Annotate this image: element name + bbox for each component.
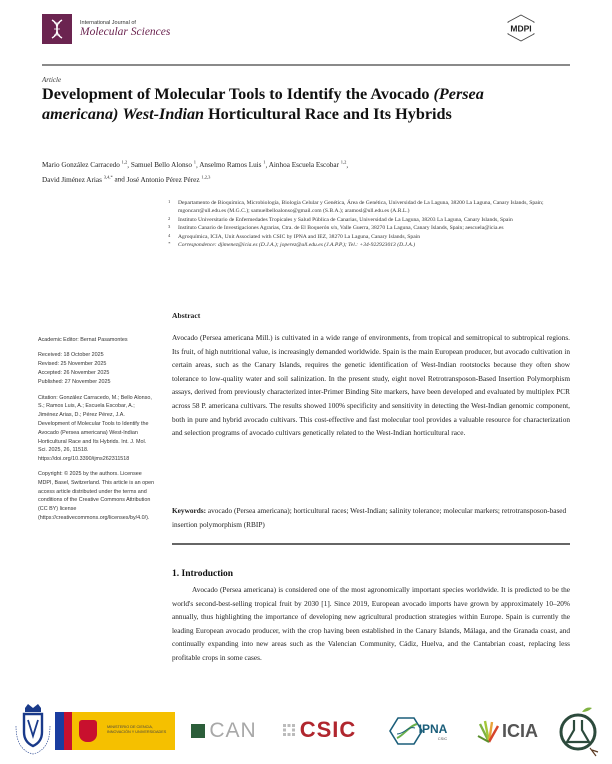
ipna-dna-hexagon-icon (389, 716, 423, 746)
icia-leaf-icon (476, 718, 502, 744)
author[interactable]: Ainhoa Escuela Escobar $^{1,2}$ (268, 160, 347, 170)
csic-logo (270, 714, 368, 746)
author[interactable]: José Antonio Pérez Pérez $^{1,2,3}$ (126, 174, 211, 184)
ipna-text: IPNA (418, 721, 448, 736)
sponsor-logos (0, 700, 612, 764)
keywords-text: avocado (Persea americana); horticultural races; West-Indian; salinity tolerance; molecular markers; retrotransposon-based insertion polymorphism (RBIP) (172, 506, 567, 529)
icia-text: ICIA (502, 720, 538, 741)
affiliation: 1 Departamento de Bioquímica, Microbiología, Biología Celular y Genética, Área de Genética, Universidad de La Laguna, 38200 La Laguna, Canary Islands, Spain; mgoncarr@ull.edu.es (M.G.C.); samuelbelloalonso@gmail.com (S.B.A.); aramosl@ull.edu.es (A.R.L.) (168, 199, 544, 215)
introduction-text: Avocado (Persea americana) is considered one of the most agronomically important species worldwide. It is predicted to be the world's second-best-selling tropical fruit by 2030 [1]. Since 2019, European avocado imports have grown by approximately 10–20% annually, thus highlighting the importance of developing new agricultural production strategies within Europe. Spain is currently the leading European avocado producer, with the crop having been established in the Canary Islands, Málaga, and the Granada coast, and continually expanding into new areas such as the Valencian Community, Cádiz, Huelva, and the Cantabrian coast, replacing less profitable crops in some cases. (172, 585, 570, 662)
citation[interactable]: Citation: González Carracedo, M.; Bello Alonso, S.; Ramos Luis, A.; Escuela Escobar, A.; Jiménez Arias, D.; Pérez Pérez, J.A. Development of Molecular Tools to Identify the Avocado (Persea americana) West-Indian Horticultural Race and Its Hybrids. Int. J. Mol. Sci. 2025, 26, 11518. https://doi.org/10.3390/ijms262311518 (38, 394, 152, 463)
ipna-logo (378, 712, 458, 750)
cabildo-logo (12, 702, 54, 758)
ministerio-text: MINISTERIO DE CIENCIA, INNOVACIÓN Y UNIVERSIDADES (107, 725, 167, 734)
affiliation: 4 Agroquímica, ICIA, Unit Associated with CSIC by IPNA and IEZ, 38270 La Laguna, Canary Islands, Spain (168, 232, 421, 240)
can-logo (184, 718, 264, 744)
introduction-heading: 1. Introduction (172, 569, 234, 579)
mdpi-hexagon-icon (506, 14, 536, 42)
article-dates (38, 351, 156, 388)
author-list: Mario González Carracedo $^{1,2}$, Samuel Bello Alonso $^1$, Anselmo Ramos Luis $^1$, Ainhoa Escuela Escobar $^{1,2}$, David Jiménez Arias $^{3,4,*}$ and José Antonio Pérez Pérez $^{1,2,3}$ (42, 160, 349, 184)
article-title (42, 84, 542, 124)
journal-logo (42, 14, 72, 44)
published-date: Published: 27 November 2025 (38, 379, 111, 386)
ministerio-logo (55, 712, 175, 750)
article-sidebar (38, 336, 156, 529)
affiliation: 2 Instituto Universitario de Enfermedades Tropicales y Salud Pública de Canarias, Universidad de La Laguna, 38203 La Laguna, Canary Islands, Spain (168, 215, 513, 223)
abstract-heading: Abstract (172, 311, 201, 320)
can-text: CAN (209, 719, 257, 742)
flask-circle-icon (552, 704, 604, 760)
article-type: Article (42, 76, 62, 84)
received-date: Received: 18 October 2025 (38, 351, 104, 358)
author[interactable]: Anselmo Ramos Luis $^1$ (199, 160, 266, 170)
affiliation: 3 Instituto Canario de Investigaciones Agrarias, Ctra. de El Boquerón s/n, Valle Guerra, 38270 La Laguna, Canary Islands, Spain; aescuela@icia.es (168, 224, 504, 232)
author[interactable]: Samuel Bello Alonso $^1$ (130, 160, 196, 170)
section-divider (172, 543, 570, 545)
agroquimica-logo (552, 704, 604, 760)
ipna-sub: CSIC (437, 735, 448, 741)
spain-crest-icon (79, 720, 97, 742)
title-text-end: Horticultural Race and Its Hybrids (204, 105, 452, 123)
revised-date: Revised: 25 November 2025 (38, 361, 107, 367)
keywords-label: Keywords: (172, 506, 207, 515)
academic-editor: Academic Editor: Bernat Pasamontes (38, 337, 128, 343)
keywords (172, 504, 570, 531)
header-divider (42, 64, 570, 66)
csic-emblem-icon (282, 723, 296, 737)
mdpi-logo (506, 14, 536, 42)
ipna-text-wrap (419, 722, 448, 741)
abstract-text: Avocado (Persea americana Mill.) is cultivated in a wide range of environments, from tropical and semitropical to subtropical regions. Its fruit, of high nutritional value, is increasingly demanded worldwide. Spain is the main European producer, but avocado cultivation in certain areas, such as the Canary Islands, requires the genetic identification of West-Indian rootstocks because they often show tolerance to low-quality water and soil salinization. In the present study, eight novel Retrotransposon-Based Insertion Polymorphism assays, derived from previously characterized inter-Primer Binding Site markers, have been developed and evaluated by multiplex PCR across 58 P. americana cultivars. The results showed 100% specificity and sensitivity in detecting the West-Indian genomic component, both in pure and hybrid avocado cultivars. This cost-effective and fast molecular tool provides a valuable resource for characterization and selection programs of avocado cultivars genetically related to the West-Indian horticultural race. (172, 333, 570, 438)
accepted-date: Accepted: 26 November 2025 (38, 370, 110, 377)
copyright: Copyright: © 2025 by the authors. Licensee MDPI, Basel, Switzerland. This article is an open access article distributed under the terms and conditions of the Creative Commons Attribution (CC BY) license (https://creativecommons.org/licenses/by/4.0/). (38, 470, 155, 521)
mdpi-text: MDPI (510, 23, 532, 34)
author[interactable]: Mario González Carracedo $^{1,2}$ (42, 160, 128, 170)
dna-icon (46, 18, 68, 40)
affiliations (168, 199, 573, 249)
journal-name: Molecular Sciences (80, 26, 171, 38)
icia-logo (470, 712, 544, 750)
can-square-icon (191, 724, 205, 738)
title-species: (Persea americana) (42, 85, 484, 123)
correspondence: * Correspondence: djimenez@icia.es (D.J.A.); joperez@ull.edu.es (J.A.P.P.); Tel.: +34-922923013 (D.J.A.) (168, 241, 416, 249)
journal-subtitle: International Journal of (80, 20, 136, 26)
title-text: Development of Molecular Tools to Identify the Avocado (42, 85, 434, 103)
author[interactable]: David Jiménez Arias $^{3,4,*}$ (42, 174, 113, 184)
csic-text: CSIC (299, 717, 357, 742)
title-race: West-Indian (122, 105, 205, 123)
cabildo-crest-icon (12, 702, 54, 758)
